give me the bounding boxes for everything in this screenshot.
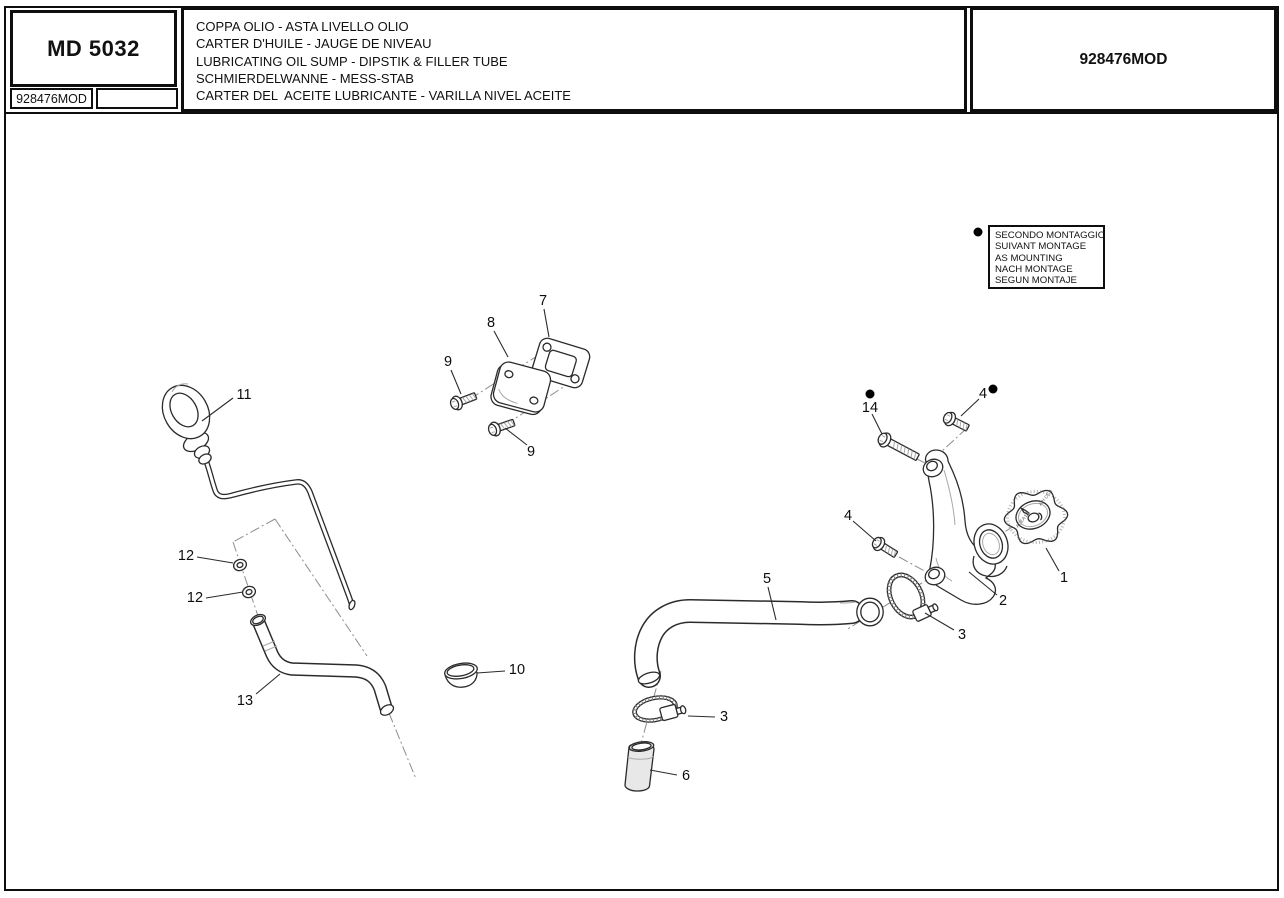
callout-10: 10 [508,662,526,678]
callout-9: 9 [443,354,453,370]
callout-9: 9 [526,444,536,460]
title-line-spanish: CARTER DEL ACEITE LUBRICANTE - VARILLA NIVEL ACEITE [196,88,571,104]
note-line-french: SUIVANT MONTAGE [995,241,1087,253]
drawing-code-right: 928476MOD [1079,50,1168,68]
assembly-axis-lines [233,349,1014,779]
callout-4: 4 [978,386,988,402]
title-line-french: CARTER D'HUILE - JAUGE DE NIVEAU [196,36,432,52]
callout-8: 8 [486,315,496,331]
title-line-english: LUBRICATING OIL SUMP - DIPSTIK & FILLER TUBE [196,53,508,69]
callout-5: 5 [762,571,772,587]
part-11-dipstick [153,377,356,611]
part-13-filler-tube [249,612,395,717]
part-14-bolt [876,430,922,464]
callout-13: 13 [236,693,254,709]
title-line-italian: COPPA OLIO - ASTA LIVELLO OLIO [196,19,409,34]
note-line-spanish: SEGUN MONTAJE [995,275,1077,287]
part-2-bracket [920,450,1013,604]
callout-12: 12 [186,590,204,606]
cap-marking-api: API CF-4 [1037,488,1054,507]
part-1-oil-filler-cap [1004,488,1067,543]
part-4-bolt [941,410,971,434]
note-line-italian: SECONDO MONTAGGIO [995,230,1106,241]
part-10-cap [443,661,478,687]
callout-2: 2 [998,593,1008,609]
callout-11: 11 [236,387,252,403]
drawing-code-left: 928476MOD [16,91,87,106]
callout-1: 1 [1059,570,1069,586]
title-line-german: SCHMIERDELWANNE - MESS-STAB [196,70,414,86]
callout-12: 12 [177,548,195,564]
note-line-english: AS MOUNTING [995,252,1063,264]
callout-3: 3 [957,627,967,643]
part-3-clamp [630,692,687,726]
note-line-german: NACH MONTAGE [995,263,1073,275]
callout-4: 4 [843,508,853,524]
part-5-hose [637,598,883,686]
part-4-bolt [870,535,900,561]
callout-7: 7 [538,293,548,309]
callout-3: 3 [719,709,729,725]
cap-marking-acea: ACEA E3 [1014,510,1031,529]
part-9-bolt [449,389,479,412]
part-6-sleeve [625,740,654,791]
callout-14: 14 [861,400,879,416]
callout-6: 6 [681,768,691,784]
part-9-bolt [487,416,517,438]
model-number: MD 5032 [47,35,140,61]
